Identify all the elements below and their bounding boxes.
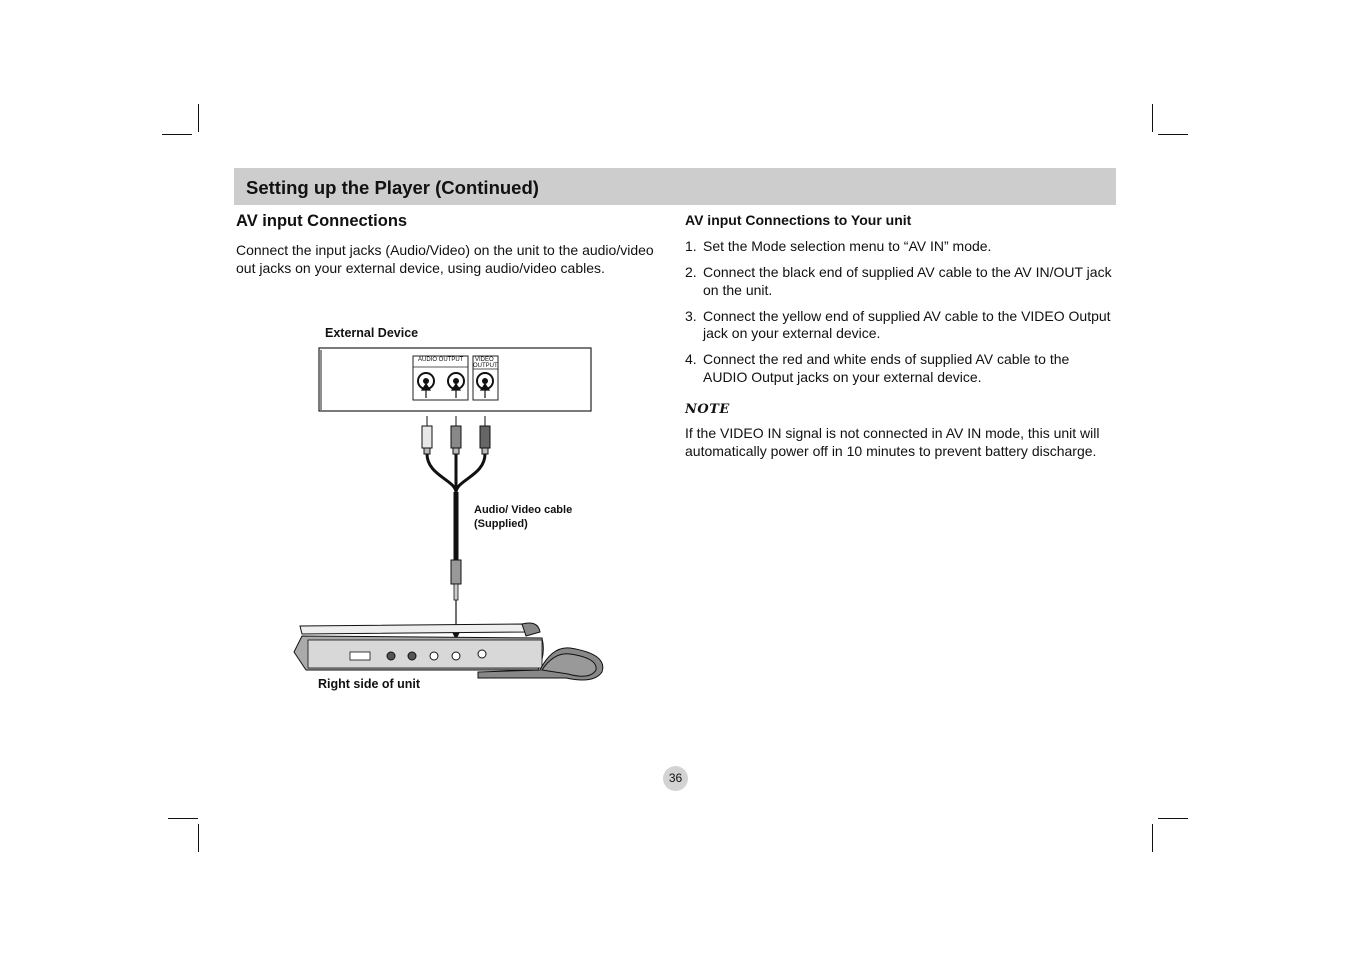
crop-mark — [1158, 134, 1188, 135]
cable-label: Audio/ Video cable — [474, 504, 573, 516]
subsection-title: AV input Connections to Your unit — [685, 212, 912, 228]
section-header-bar — [234, 168, 1116, 205]
page-title: Setting up the Player (Continued) — [246, 177, 539, 198]
cable-label: (Supplied) — [474, 518, 528, 530]
crop-mark — [1152, 104, 1153, 132]
crop-mark — [198, 104, 199, 132]
video-output-label: VIDEO — [475, 357, 494, 363]
crop-mark — [1158, 818, 1188, 819]
crop-mark — [162, 134, 192, 135]
unit-side-label: Right side of unit — [318, 677, 421, 691]
note-paragraph: If the VIDEO IN signal is not connected in AV IN mode, this unit will automatically power off in 10 minutes to prevent battery discharge. — [685, 425, 1100, 459]
external-device-label: External Device — [325, 326, 419, 340]
list-item: 1. Set the Mode selection menu to “AV IN” mode. — [685, 238, 992, 254]
crop-mark — [1152, 824, 1153, 852]
connection-diagram — [290, 320, 620, 700]
audio-output-label: AUDIO OUTPUT — [418, 357, 464, 363]
intro-paragraph: Connect the input jacks (Audio/Video) on the unit to the audio/video out jacks on your external device, using audio/video cables. — [236, 242, 654, 276]
list-item: 4. Connect the red and white ends of supplied AV cable to the AUDIO Output jacks on your external device. — [685, 351, 1070, 385]
note-heading: NOTE — [685, 402, 730, 417]
section-title: AV input Connections — [236, 212, 408, 230]
list-item: 3. Connect the yellow end of supplied AV cable to the VIDEO Output jack on your external device. — [685, 307, 1111, 341]
crop-mark — [168, 818, 198, 819]
steps-list — [685, 238, 1115, 395]
video-output-label: OUTPUT — [473, 363, 498, 369]
crop-mark — [198, 824, 199, 852]
page-number: 36 — [663, 766, 688, 791]
list-item: 2. Connect the black end of supplied AV cable to the AV IN/OUT jack on the unit. — [685, 264, 1112, 298]
